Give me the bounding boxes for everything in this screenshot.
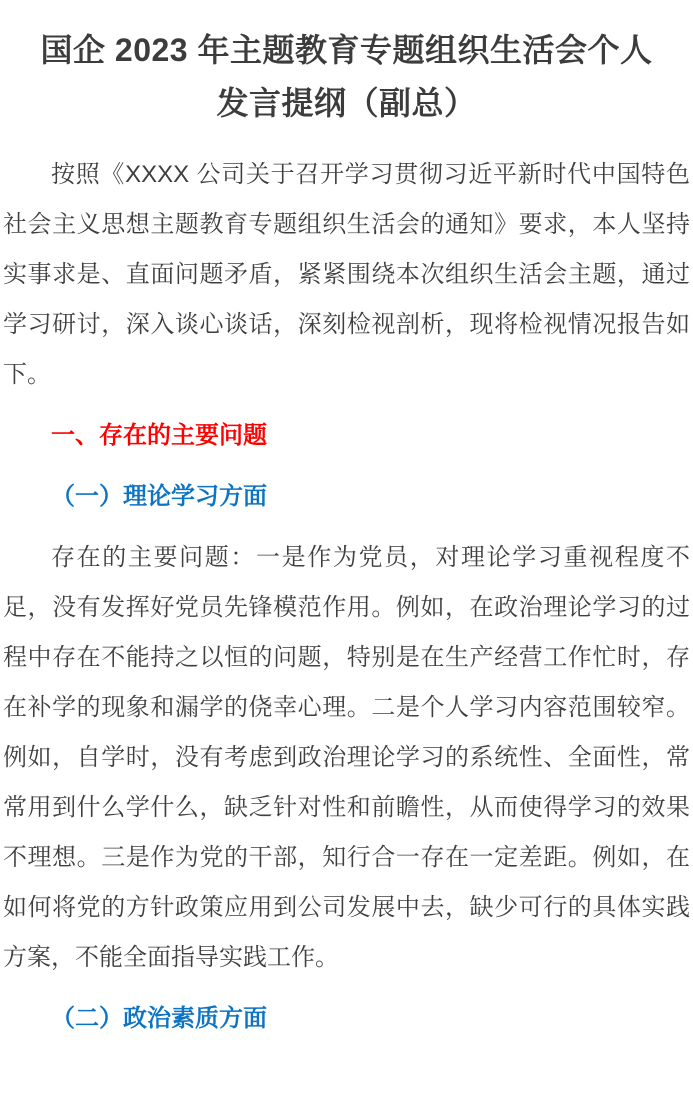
page-title-line-2: 发言提纲（副总） <box>216 85 477 121</box>
section-heading-main-problems: 一、存在的主要问题 <box>51 422 267 449</box>
intro-paragraph: 按照《XXXX 公司关于召开学习贯彻习近平新时代中国特色社会主义思想主题教育专题组织生活会的通知》要求，本人坚持实事求是、直面问题矛盾，紧紧围绕本次组织生活会主题，通过学习研讨，深入谈心谈话，深刻检视剖析，现将检视情况报告如下。 <box>3 161 690 388</box>
subsection-heading-theory-study: （一）理论学习方面 <box>51 483 267 510</box>
body-paragraph-theory-study: 存在的主要问题：一是作为党员，对理论学习重视程度不足，没有发挥好党员先锋模范作用。例如，在政治理论学习的过程中存在不能持之以恒的问题，特别是在生产经营工作忙时，存在补学的现象和漏学的侥幸心理。二是个人学习内容范围较窄。例如，自学时，没有考虑到政治理论学习的系统性、全面性，常常用到什么学什么，缺乏针对性和前瞻性，从而使得学习的效果不理想。三是作为党的干部，知行合一存在一定差距。例如，在如何将党的方针政策应用到公司发展中去，缺少可行的具体实践方案，不能全面指导实践工作。 <box>3 544 690 971</box>
page-title-line-1: 国企 2023 年主题教育专题组织生活会个人 <box>40 32 653 68</box>
subsection-heading-political-quality: （二）政治素质方面 <box>51 1005 267 1032</box>
page-title <box>4 24 689 130</box>
